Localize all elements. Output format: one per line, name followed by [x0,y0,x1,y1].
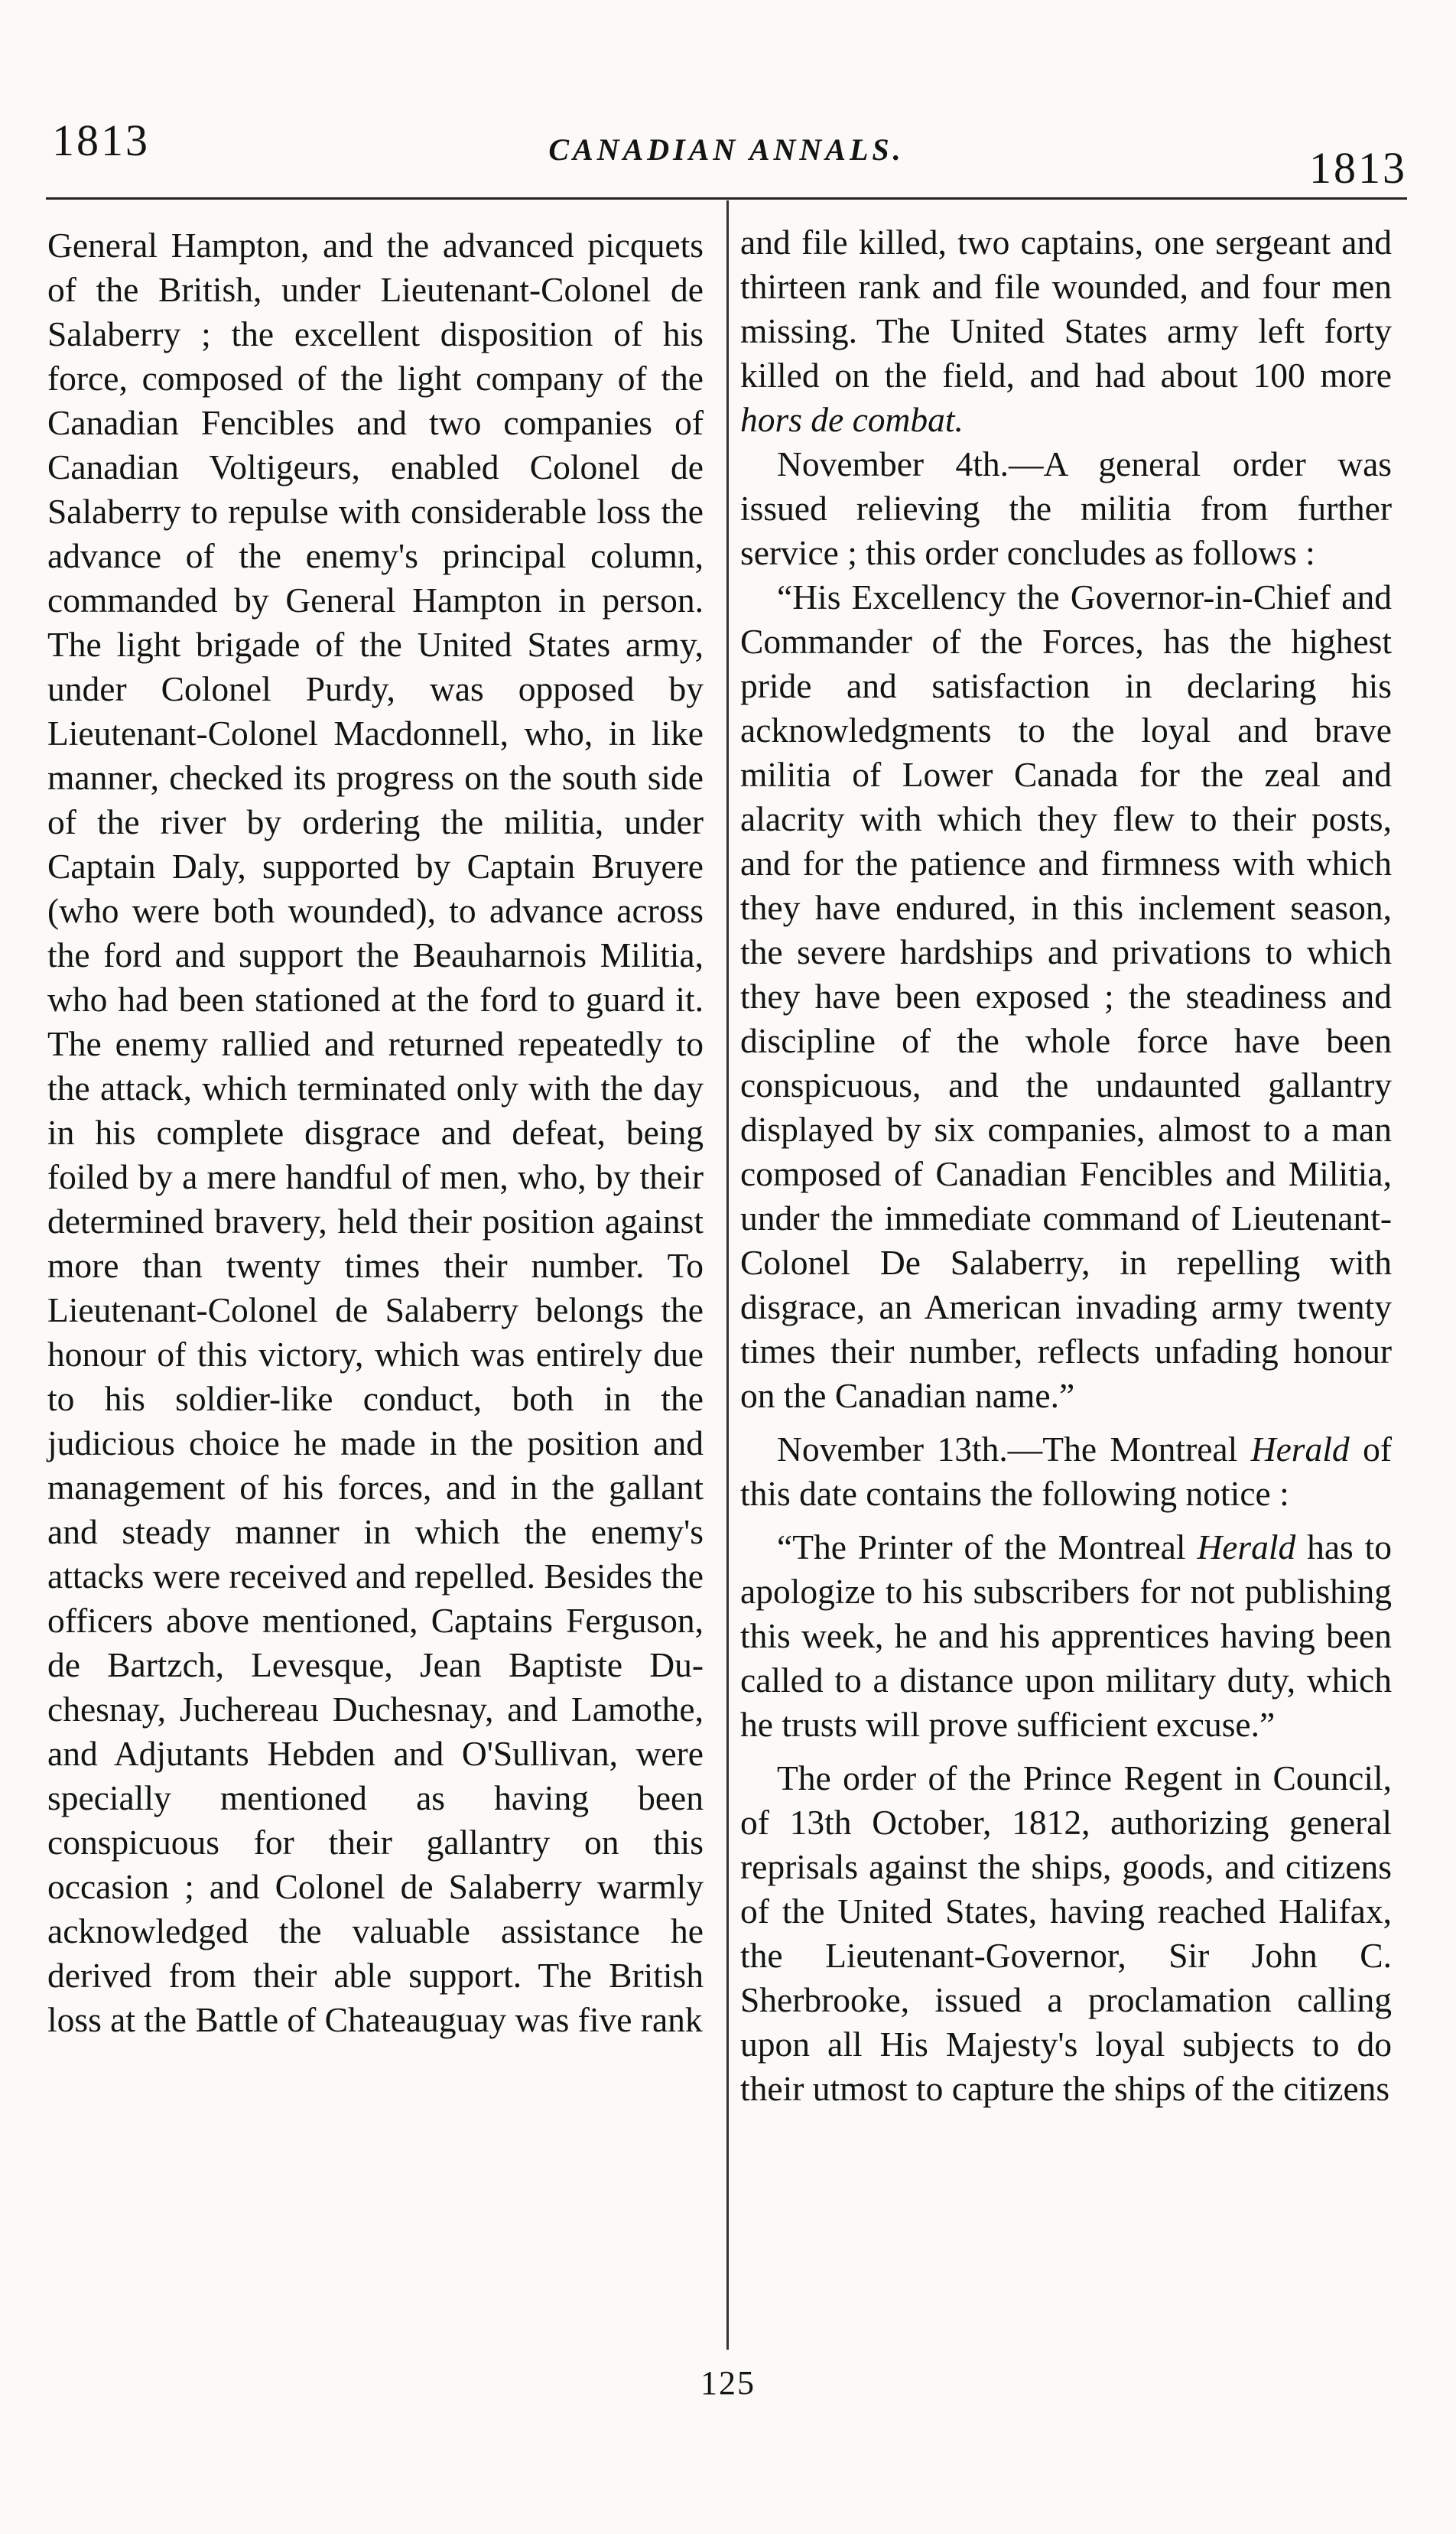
header-year-right: 1813 [1309,143,1407,193]
right-paragraph-5 [740,1525,1392,1747]
right-column [740,220,1392,2111]
herald-notice-intro-a: November 13th.—The Montreal [777,1430,1251,1469]
casualties-text: and file killed, two captains, one sergeant and thirteen rank and file wounded, and four men missing. The United States army left forty killed on the field, and had about 100 more [740,223,1392,395]
running-title: CANADIAN ANNALS. [548,132,905,167]
page-number: 125 [700,2364,756,2402]
herald-italic-2: Herald [1197,1527,1296,1566]
running-header [46,115,1407,193]
left-paragraph-1: General Hampton, and the advanced picquets of the British, under Lieutenant-Colonel de Salaberry ; the excellent disposition of his force, composed of the light company of the Canadian Fencibles and two companies of Canadian Voltigeurs, enabled Colonel de Salaberry to repulse with considerable loss the advance of the enemy's principal column, commanded by General Hampton in person. The light brigade of the United States army, under Colonel Purdy, was opposed by Lieutenant-Colonel Macdonnell, who, in like manner, checked its progress on the south side of the river by ordering the militia, under Captain Daly, supported by Captain Bruyere (who were both wounded), to advance across the ford and support the Beauharnois Militia, who had been stationed at the ford to guard it. The enemy rallied and returned repeatedly to the attack, which terminated only with the day in his complete disgrace and defeat, being foiled by a mere handful of men, who, by their determined bravery, held their position against more than twenty times their number. To Lieutenant-Colonel de Salaberry belongs the honour of this victory, which was entirely due to his soldier-like conduct, both in the judicious choice he made in the position and management of his forces, and in the gallant and steady manner in which the enemy's attacks were received and repelled. Besides the officers above mentioned, Captains Ferguson, de Bartzch, Levesque, Jean Baptiste Duchesnay, Juchereau Duchesnay, and Lamothe, and Adjutants Hebden and O'Sullivan, were specially mentioned as having been conspicuous for their gallantry on this occasion ; and Colonel de Salaberry warmly acknowledged the valuable assistance he derived from their able support. The British loss at the Battle of Chateauguay was five rank [47,226,704,2039]
column-divider [726,200,729,2350]
right-paragraph-1 [740,220,1392,442]
herald-italic-1: Herald [1250,1430,1350,1469]
right-paragraph-6: The order of the Prince Regent in Council, of 13th October, 1812, authorizing general reprisals against the ships, goods, and citizens of the United States, having reached Halifax, the Lieutenant-Governor, Sir John C. Sherbrooke, issued a proclamation calling upon all His Majesty's loyal subjects to do their utmost to capture the ships of the citizens [740,1758,1392,2108]
right-paragraph-4 [740,1427,1392,1516]
left-column [47,223,704,2042]
right-paragraph-2: November 4th.—A general order was issued relieving the militia from further service ; this order concludes as follows : [740,444,1392,572]
right-paragraph-3: “His Excellency the Governor-in-Chief and Commander of the Forces, has the highest pride and satisfaction in declaring his acknowledgments to the loyal and brave militia of Lower Canada for the zeal and alacrity with which they flew to their posts, and for the patience and firmness with which they have endured, in this inclement season, the severe hardships and privations to which they have been exposed ; the steadiness and discipline of the whole force have been conspicuous, and the undaunted gallantry displayed by six companies, almost to a man composed of Canadian Fencibles and Militia, under the immediate command of Lieutenant-Colonel De Salaberry, in repelling with disgrace, an American invading army twenty times their number, reflects unfading honour on the Canadian name.” [740,577,1392,1415]
header-rule [46,197,1407,200]
printer-notice-a: “The Printer of the Montreal [777,1527,1198,1566]
herald-notice-intro-b: of this date contains the following notice : [740,1430,1393,1513]
header-year-left: 1813 [52,115,150,165]
printer-notice-b: has to apologize to his subscribers for not publishing this week, he and his apprentices having been called to a distance upon military duty, which he trusts will prove sufficient excuse.” [740,1527,1392,1744]
hors-de-combat-italic: hors de combat. [740,400,964,439]
